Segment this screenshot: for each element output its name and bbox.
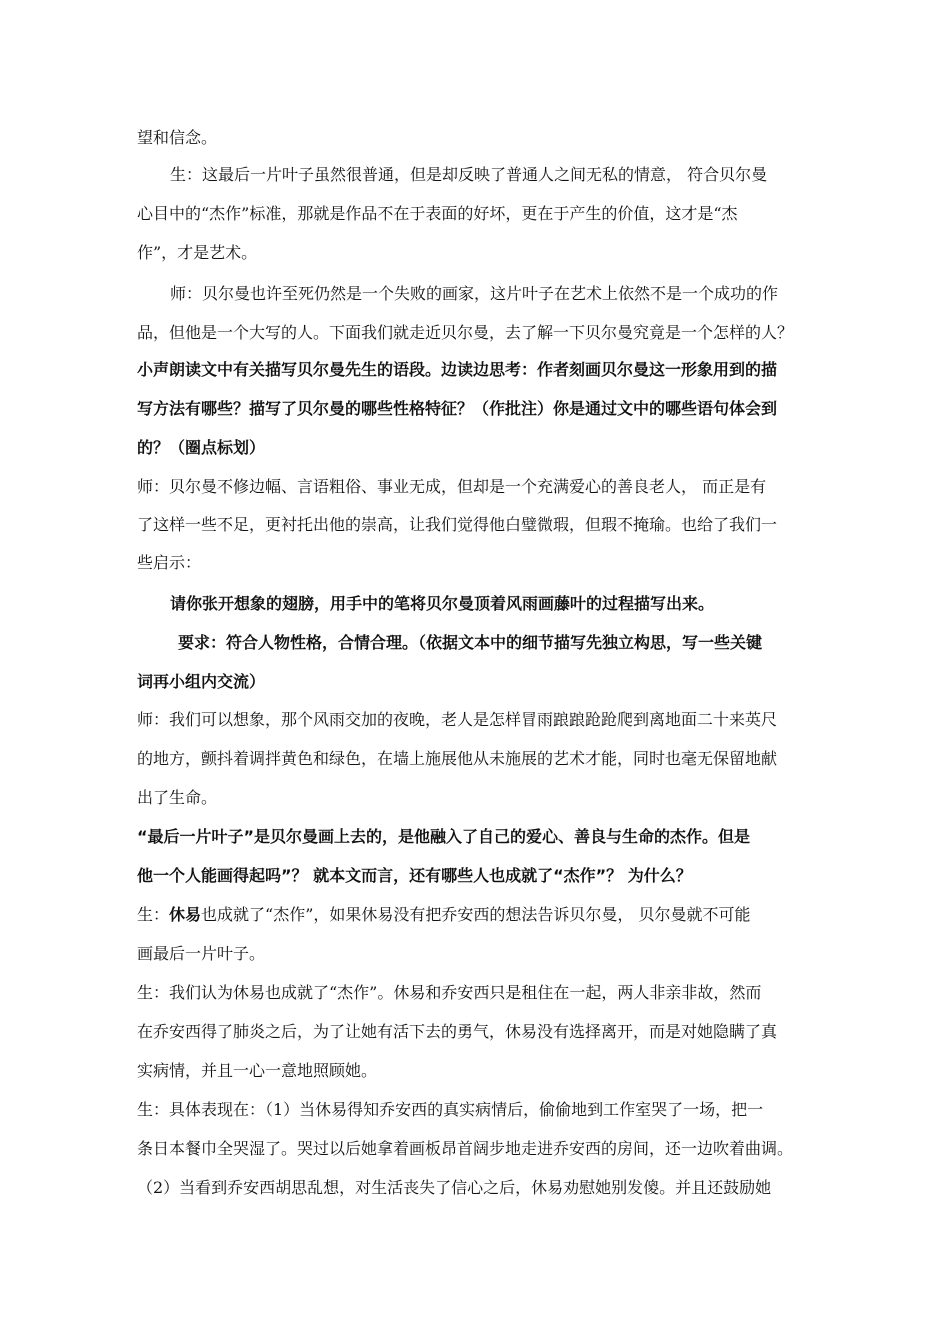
- text-line: 生：我们认为休易也成就了“杰作”。休易和乔安西只是租住在一起，两人非亲非故，然而: [137, 983, 762, 1002]
- task-instruction: 请你张开想象的翅膀，用手中的笔将贝尔曼顶着风雨画藤叶的过程描写出来。: [170, 594, 715, 613]
- text-line: 心目中的“杰作”标准，那就是作品不在于表面的好坏，更在于产生的价值，这才是“杰: [137, 204, 738, 223]
- text-line: 作”，才是艺术。: [137, 243, 258, 262]
- task-question: 他一个人能画得起吗”？ 就本文而言，还有哪些人也成就了“杰作”？ 为什么？: [137, 866, 692, 885]
- highlighted-name: 休易: [169, 905, 202, 924]
- text-line: 生：这最后一片叶子虽然很普通，但是却反映了普通人之间无私的情意， 符合贝尔曼: [170, 165, 768, 184]
- task-requirement: 要求：符合人物性格，合情合理。（依据文本中的细节描写先独立构思，写一些关键: [178, 633, 763, 652]
- text-line: 师：贝尔曼也许至死仍然是一个失败的画家，这片叶子在艺术上依然不是一个成功的作: [170, 284, 779, 303]
- text-line: 实病情，并且一心一意地照顾她。: [137, 1061, 378, 1080]
- speaker-prefix: 生：: [137, 905, 170, 924]
- text-line: 些启示：: [137, 553, 202, 572]
- text-line: 出了生命。: [137, 788, 218, 807]
- text-line: 望和信念。: [137, 128, 218, 147]
- text-line: 在乔安西得了肺炎之后，为了让她有活下去的勇气，休易没有选择离开，而是对她隐瞒了真: [137, 1022, 778, 1041]
- task-requirement: 词再小组内交流）: [137, 672, 266, 691]
- line-body: 也成就了“杰作”，如果休易没有把乔安西的想法告诉贝尔曼， 贝尔曼就不可能: [201, 905, 751, 924]
- text-line: 条日本餐巾全哭湿了。哭过以后她拿着画板昂首阔步地走进乔安西的房间，还一边吹着曲调。: [137, 1139, 794, 1158]
- task-instruction: 小声朗读文中有关描写贝尔曼先生的语段。边读边思考：作者刻画贝尔曼这一形象用到的描: [137, 360, 778, 379]
- text-line: 师：贝尔曼不修边幅、言语粗俗、事业无成，但却是一个充满爱心的善良老人， 而正是有: [137, 477, 767, 496]
- text-line: 生：具体表现在：（1）当休易得知乔安西的真实病情后，偷偷地到工作室哭了一场，把一: [137, 1100, 764, 1119]
- text-line: 画最后一片叶子。: [137, 944, 266, 963]
- text-line: 了这样一些不足，更衬托出他的崇高，让我们觉得他白璧微瑕，但瑕不掩瑜。也给了我们一: [137, 515, 778, 534]
- text-line: 师：我们可以想象，那个风雨交加的夜晚，老人是怎样冒雨踉踉跄跄爬到离地面二十来英尺: [137, 710, 778, 729]
- text-line: 的地方，颤抖着调拌黄色和绿色，在墙上施展他从未施展的艺术才能，同时也毫无保留地献: [137, 749, 778, 768]
- task-instruction: 写方法有哪些？描写了贝尔曼的哪些性格特征？（作批注）你是通过文中的哪些语句体会到: [137, 399, 778, 418]
- text-line: （2）当看到乔安西胡思乱想，对生活丧失了信心之后，休易劝慰她别发傻。并且还鼓励她: [137, 1178, 772, 1197]
- task-question: “最后一片叶子”是贝尔曼画上去的，是他融入了自己的爱心、善良与生命的杰作。但是: [137, 827, 751, 846]
- text-line: 品，但他是一个大写的人。下面我们就走近贝尔曼，去了解一下贝尔曼究竟是一个怎样的人？: [137, 323, 794, 342]
- task-instruction: 的？（圈点标划）: [137, 438, 266, 457]
- text-line: [137, 905, 750, 925]
